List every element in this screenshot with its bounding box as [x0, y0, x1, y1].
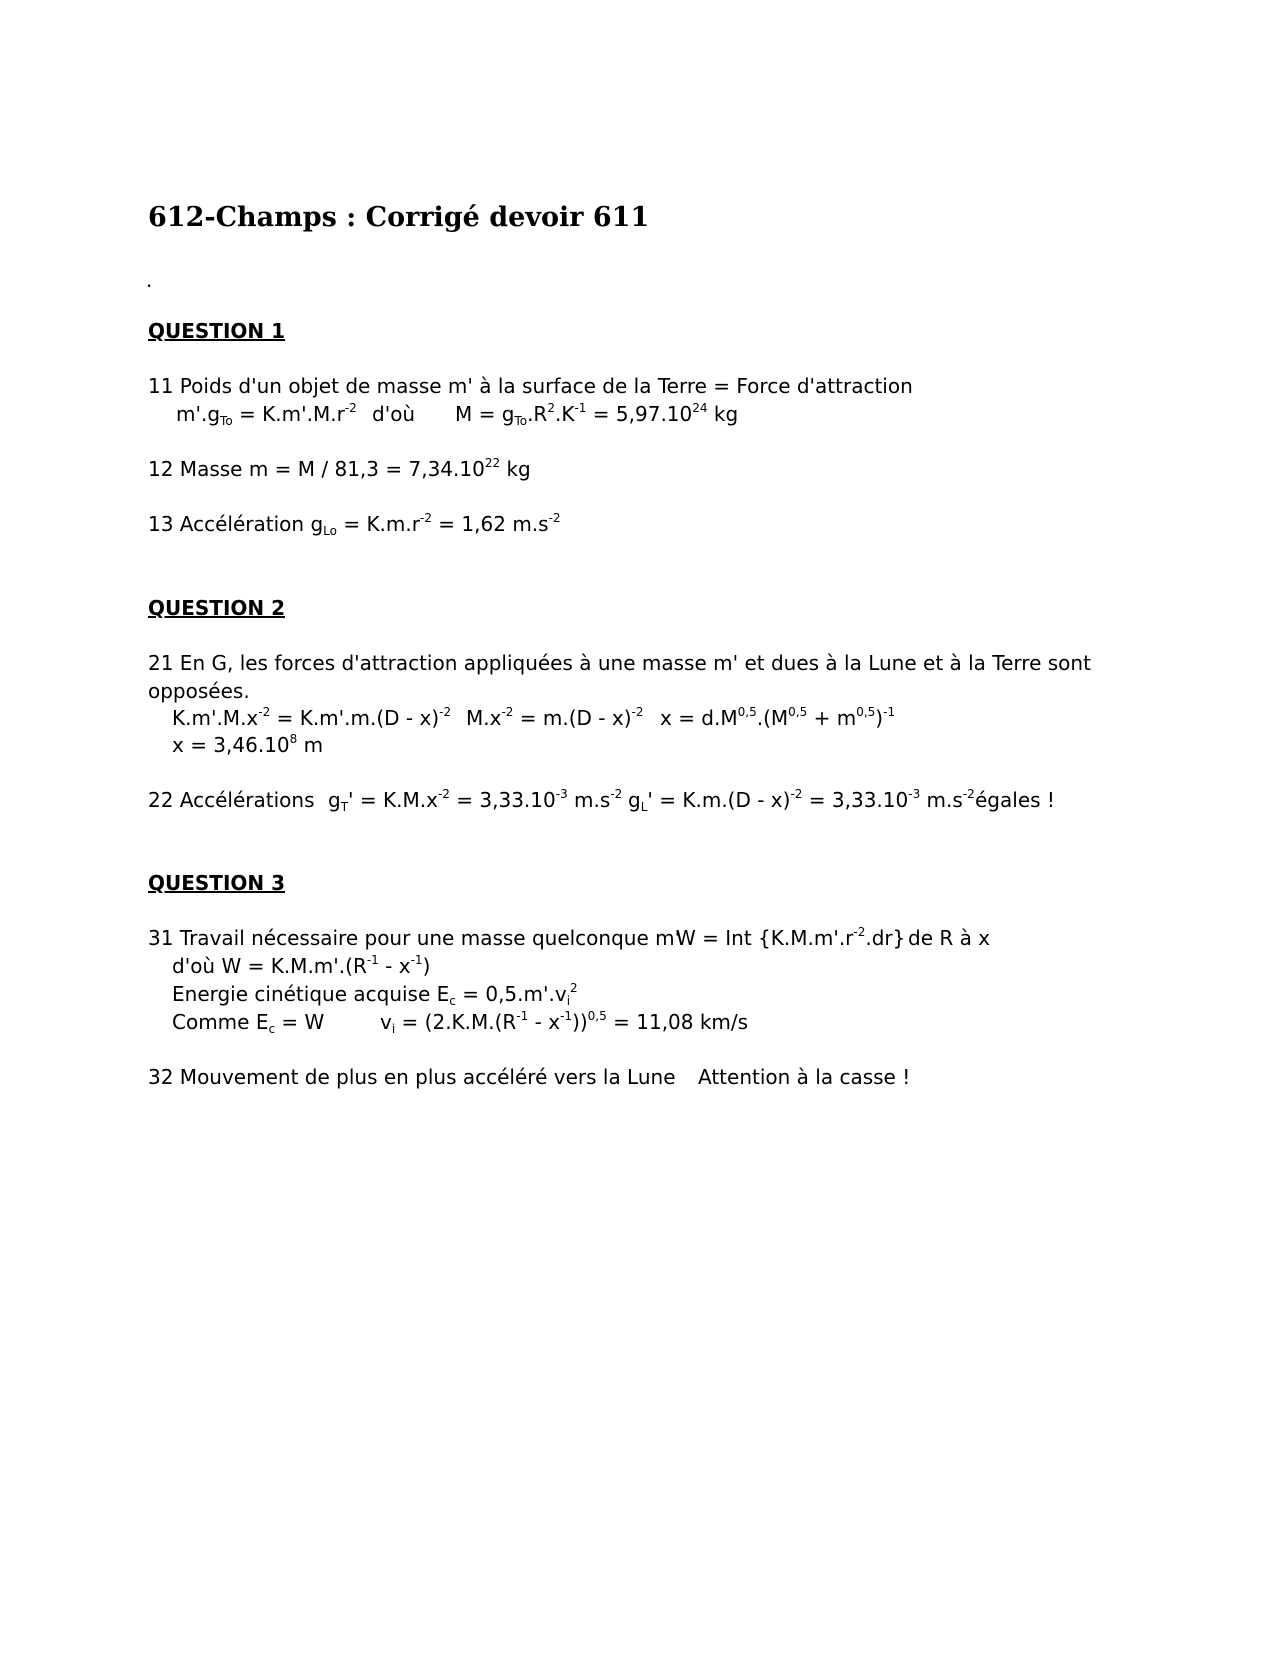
q3-line-31a-bounds: de R à x [908, 926, 991, 950]
q2-line-22-egales: égales ! [975, 788, 1055, 812]
page-title: 612-Champs : Corrigé devoir 611 [148, 202, 650, 233]
q1-line-11b-formula: $m'.g_{To} = K.m'.M.r^{-2}$ [176, 401, 357, 428]
question-2-heading: QUESTION 2 [148, 596, 286, 620]
q2-line-21d: $x = 3,46.10^8$ m [172, 732, 324, 757]
q3-line-31a-text: 31 Travail nécessaire pour une masse quelconque m' [148, 926, 681, 950]
q3-line-31b: d'où $W = K.M.m'.(R^{-1} - x^{-1})$ [172, 953, 431, 978]
question-1-heading: QUESTION 1 [148, 319, 286, 343]
q2-line-21c-eq2: $M.x^{-2} = m.(D - x)^{-2}$ [466, 705, 644, 730]
q2-line-22-gl: $g_L' = K.m.(D - x)^{-2} = 3,33.10^{-3}$ $m.s^{-2}$ [628, 787, 975, 814]
q3-line-32: 32 Mouvement de plus en plus accéléré vers la Lune [148, 1065, 676, 1089]
q3-line-31c: Energie cinétique acquise $E_c = 0,5.m'.v_i^2$ [172, 981, 578, 1008]
q1-line-11b-result: $M = g_{To}.R^2.K^{-1} = 5,97.10^{24}$ kg [455, 401, 739, 428]
q2-line-22-label: 22 Accélérations [148, 788, 315, 812]
dot-mark: . [146, 268, 153, 292]
q3-line-31d-comme: Comme $E_c = W$ [172, 1010, 325, 1036]
question-3-heading: QUESTION 3 [148, 871, 286, 895]
q2-line-21b: opposées. [148, 679, 250, 703]
q2-line-21c-eq3: $x = d.M^{0,5}.(M^{0,5} + m^{0,5})^{-1}$ [660, 705, 896, 730]
q1-line-11a: 11 Poids d'un objet de masse m' à la surface de la Terre = Force d'attraction [148, 374, 913, 398]
q2-line-22-gt: $g_T' = K.M.x^{-2} = 3,33.10^{-3}$ $m.s^{-2}$ [328, 787, 623, 814]
q1-line-12: 12 Masse $m = M / 81,3 = 7,34.10^{22}$ kg [148, 456, 531, 481]
q1-line-13: 13 Accélération $g_{Lo} = K.m.r^{-2} = 1,62$ $m.s^{-2}$ [148, 511, 561, 538]
q3-line-31d-velocity: $v_i = (2.K.M.(R^{-1} - x^{-1}))^{0,5} = 11,08$ km/s [380, 1009, 749, 1036]
q2-line-21c-eq1: $K.m'.M.x^{-2} = K.m'.m.(D - x)^{-2}$ [172, 705, 452, 730]
q1-line-11b-dou: d'où [372, 402, 416, 426]
q3-line-31a-integral: W = Int $\{K.M.m'.r^{-2}.dr\}$ [676, 925, 906, 950]
q2-line-21a: 21 En G, les forces d'attraction appliquées à une masse m' et dues à la Lune et à la Terre sont [148, 651, 1091, 675]
q3-line-32-warning: Attention à la casse ! [698, 1065, 911, 1089]
